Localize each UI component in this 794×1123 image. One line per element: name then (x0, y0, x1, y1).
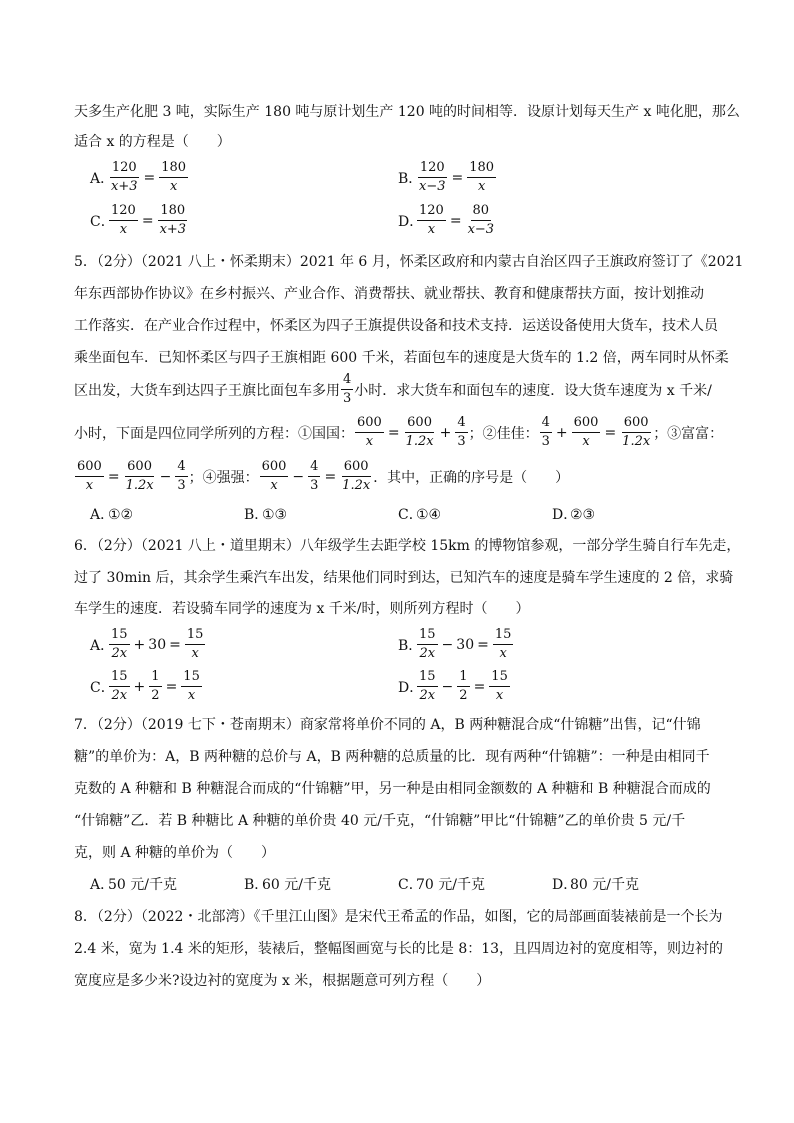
q4-option-b[interactable]: B． $\frac{120}{x-3}$ = $\frac{180}{x}$ (398, 160, 495, 194)
q6-option-a[interactable]: A． $\frac{15}{2x}$ + 30 = $\frac{15}{x}$ (90, 627, 204, 661)
q4-text-line-1: 天多生产化肥 3 吨，实际生产 180 吨与原计划生产 120 吨的时间相等．设原计划每天生产 x 吨化肥，那么 (74, 104, 740, 120)
q5-text-line-7: $\frac{600}{x}$ = $\frac{600}{1.2x}$ − $\frac{4}{3}$ ；④强强： $\frac{600}{x}$ − $\frac{4}{3}$ = $\frac{600}{1.2x}$ ．其中，正确的序号是（ ） (77, 459, 570, 493)
fraction: $\frac{600}{1.2x}$ (125, 459, 154, 493)
q7-text-line-3: 克数的 A 种糖和 B 种糖混合而成的“什锦糖”甲，另一种是由相同金额数的 A 种糖和 B 种糖混合而成的 (74, 781, 711, 797)
fraction: $\frac{120}{x}$ (111, 203, 136, 237)
q7-text-line-2: 糖”的单价为：A，B 两种糖的总价与 A，B 两种糖的总质量的比．现有两种“什锦糖”：一种是由相同千 (74, 749, 710, 765)
fraction: $\frac{600}{1.2x}$ (405, 415, 434, 449)
q5-text-line-1: 5．（2分）（2021 八上・怀柔期末）2021 年 6 月，怀柔区政府和内蒙古自治区四子王旗政府签订了《2021 (74, 254, 744, 270)
fraction: $\frac{600}{x}$ (261, 459, 287, 493)
q7-text-line-1: 7．（2分）（2019 七下・苍南期末）商家常将单价不同的 A，B 两种糖混合成“什锦糖”出售，记“什锦 (74, 717, 701, 733)
q7-text-line-4: “什锦糖”乙．若 B 种糖比 A 种糖的单价贵 40 元/千克，“什锦糖”甲比“什锦糖”乙的单价贵 5 元/千 (74, 813, 686, 829)
fraction: $\frac{120}{x}$ (419, 203, 444, 237)
fraction: $\frac{15}{x}$ (491, 669, 508, 703)
q6-option-c[interactable]: C． $\frac{15}{2x}$ + $\frac{1}{2}$ = $\frac{15}{x}$ (90, 669, 200, 703)
option-label: B． (398, 170, 423, 187)
option-label: A． (90, 170, 115, 187)
fraction: $\frac{15}{2x}$ (419, 669, 436, 703)
q5-text-line-2: 年东西部协作协议》在乡村振兴、产业合作、消费帮扶、就业帮扶、教育和健康帮扶方面，按计划推动 (74, 286, 704, 302)
q5-text-line-6: 小时，下面是四位同学所列的方程：①国国： $\frac{600}{x}$ = $\frac{600}{1.2x}$ + $\frac{4}{3}$ ；②佳佳： $\frac{4}{3}$ + $\frac{600}{x}$ = $\frac{600}{1.2x}$ ；③富富： (74, 415, 724, 449)
fraction: $\frac{600}{x}$ (573, 415, 599, 449)
fraction: $\frac{15}{x}$ (494, 627, 512, 661)
q7-text-line-5: 克，则 A 种糖的单价为（ ） (74, 845, 276, 861)
q8-text-line-2: 2.4 米，宽为 1.4 米的矩形，装裱后，整幅图画宽与长的比是 8：13，且四周边衬的宽度相等，则边衬的 (74, 941, 724, 957)
fraction: $\frac{120}{x+3}$ (111, 160, 138, 194)
fraction: $\frac{4}{3}$ (457, 415, 466, 449)
fraction: $\frac{15}{2x}$ (111, 627, 128, 661)
fraction: $\frac{600}{1.2x}$ (342, 459, 371, 493)
fraction: $\frac{600}{x}$ (357, 415, 382, 449)
q5-text-line-3: 工作落实．在产业合作过程中，怀柔区为四子王旗提供设备和技术支持．运送设备使用大货车，技术人员 (74, 318, 718, 334)
q4-option-c[interactable]: C． $\frac{120}{x}$ = $\frac{180}{x+3}$ (90, 203, 187, 237)
option-label: C． (90, 213, 115, 230)
option-label: D． (398, 213, 424, 230)
fraction: $\frac{1}{2}$ (459, 669, 468, 703)
fraction: $\frac{4}{3}$ (541, 415, 550, 449)
q4-option-a[interactable]: A． $\frac{120}{x+3}$ = $\frac{180}{x}$ (90, 160, 187, 194)
fraction: $\frac{15}{x}$ (186, 627, 204, 661)
q6-option-b[interactable]: B． $\frac{15}{2x}$ − 30 = $\frac{15}{x}$ (398, 627, 512, 661)
q4-text-line-2: 适合 x 的方程是（ ） (74, 134, 231, 150)
q8-text-line-1: 8．（2分）（2022・北部湾）《千里江山图》是宋代王希孟的作品，如图，它的局部画面装裱前是一个长为 (74, 909, 723, 925)
q8-text-line-3: 宽度应是多少米?设边衬的宽度为 x 米，根据题意可列方程（ ） (74, 973, 491, 989)
q6-text-line-3: 车学生的速度．若设骑车同学的速度为 x 千米/时，则所列方程时（ ） (74, 601, 530, 617)
fraction: $\frac{600}{1.2x}$ (622, 415, 651, 449)
fraction: $\frac{80}{x-3}$ (467, 203, 495, 237)
fraction: $\frac{4}{3}$ (343, 372, 352, 406)
fraction: $\frac{4}{3}$ (310, 459, 319, 493)
q7-option-c[interactable]: C．70 元/千克 (398, 877, 485, 893)
fraction: $\frac{180}{x}$ (469, 160, 495, 194)
q5-option-d[interactable]: D．②③ (552, 507, 596, 523)
fraction: $\frac{600}{x}$ (77, 459, 102, 493)
fraction: $\frac{180}{x+3}$ (159, 203, 187, 237)
q5-option-c[interactable]: C．①④ (398, 507, 442, 523)
q5-option-a[interactable]: A．①② (90, 507, 134, 523)
q5-text-line-5: 区出发，大货车到达四子王旗比面包车多用 $\frac{4}{3}$ 小时．求大货车和面包车的速度．设大货车速度为 x 千米/ (74, 372, 712, 406)
fraction: $\frac{15}{2x}$ (111, 669, 128, 703)
q5-option-b[interactable]: B．①③ (244, 507, 288, 523)
q6-text-line-2: 过了 30min 后，其余学生乘汽车出发，结果他们同时到达，已知汽车的速度是骑车学生速度的 2 倍，求骑 (74, 570, 734, 586)
fraction: $\frac{15}{2x}$ (419, 627, 436, 661)
fraction: $\frac{180}{x}$ (161, 160, 187, 194)
q7-option-a[interactable]: A．50 元/千克 (90, 877, 177, 893)
q4-option-d[interactable]: D． $\frac{120}{x}$ = $\frac{80}{x-3}$ (398, 203, 495, 237)
fraction: $\frac{120}{x-3}$ (419, 160, 446, 194)
fraction: $\frac{1}{2}$ (151, 669, 160, 703)
q6-option-d[interactable]: D． $\frac{15}{2x}$ − $\frac{1}{2}$ = $\frac{15}{x}$ (398, 669, 508, 703)
fraction: $\frac{15}{x}$ (183, 669, 200, 703)
q7-option-b[interactable]: B．60 元/千克 (244, 877, 331, 893)
q7-option-d[interactable]: D．80 元/千克 (552, 877, 639, 893)
q6-text-line-1: 6．（2分）（2021 八上・道里期末）八年级学生去距学校 15km 的博物馆参观，一部分学生骑自行车先走， (74, 538, 741, 554)
q5-text-line-4: 乘坐面包车．已知怀柔区与四子王旗相距 600 千米，若面包车的速度是大货车的 1.2 倍，两车同时从怀柔 (74, 350, 729, 366)
fraction: $\frac{4}{3}$ (177, 459, 186, 493)
